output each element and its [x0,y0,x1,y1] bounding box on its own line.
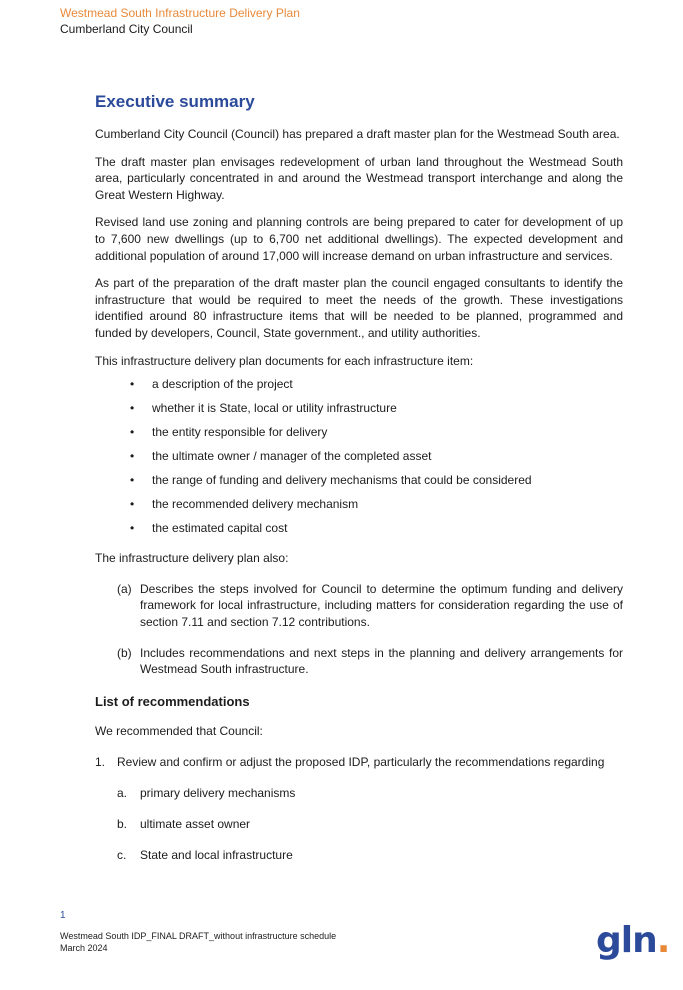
paragraph-consultants: As part of the preparation of the draft master plan the council engaged consultants to identify the infrastructure that would be required to meet the needs of the growth. These investigations identified around 80 infrastructure items that will be needed to be planned, programmed and funded by developers, Council, State government., and utility authorities. [95,276,623,340]
list-item [95,448,623,472]
list-item [95,400,623,424]
list-item [95,376,623,400]
page-title: Executive summary [95,92,255,111]
list-item [95,496,623,520]
logo-dot: . [656,920,670,961]
list-item-text: the entity responsible for delivery [152,425,328,440]
list-item [95,785,623,801]
paragraph-documents-intro: This infrastructure delivery plan documents for each infrastructure item: [95,353,474,368]
paragraph-zoning: Revised land use zoning and planning controls are being prepared to cater for development of up to 7,600 new dwellings (up to 6,700 net additional dwellings). The expected development and additional population of around 17,000 will increase demand on urban infrastructure and services. [95,215,623,263]
bullet-icon: • [130,377,135,392]
footer-date: March 2024 [60,943,108,953]
header-title: Westmead South Infrastructure Delivery Plan [60,6,300,20]
bullet-icon: • [130,425,135,440]
list-marker: 1. [95,755,106,770]
list-item-text: the recommended delivery mechanism [152,497,359,512]
list-item-text: State and local infrastructure [140,848,293,863]
paragraph-master-plan: The draft master plan envisages redevelopment of urban land throughout the Westmead South area, particularly concentrated in and around the Westmead transport interchange and along the Great Western Highway. [95,154,623,202]
gln-logo [596,921,669,961]
section-heading-recommendations: List of recommendations [95,693,250,709]
list-item [95,472,623,496]
bullet-icon: • [130,449,135,464]
list-item-text: Describes the steps involved for Council to determine the optimum funding and delivery framework for local infrastructure, including matters for consideration regarding the use of section 7.11 and section 7.12 contributions. [140,581,623,629]
logo-text: gln [596,920,657,961]
bullet-icon: • [130,497,135,512]
paragraph-recommendations-intro: We recommended that Council: [95,723,263,738]
list-item-text: the ultimate owner / manager of the completed asset [152,449,432,464]
list-item-text: the estimated capital cost [152,521,288,536]
list-item-text: Includes recommendations and next steps in the planning and delivery arrangements for Westmead South infrastructure. [140,645,623,677]
bullet-icon: • [130,401,135,416]
list-item [95,645,623,678]
list-item-text: a description of the project [152,377,293,392]
list-item [95,581,623,631]
list-item-text: primary delivery mechanisms [140,786,296,801]
page-number: 1 [60,910,66,921]
list-item [95,847,623,863]
bullet-list [95,376,623,544]
list-item [95,424,623,448]
header-organization: Cumberland City Council [60,22,193,36]
list-marker: b. [117,817,128,832]
footer-document-name: Westmead South IDP_FINAL DRAFT_without infrastructure schedule [60,931,337,941]
list-item-text: the range of funding and delivery mechanisms that could be considered [152,473,532,488]
list-marker: a. [117,786,128,801]
document-body [95,92,623,863]
paragraph-intro: Cumberland City Council (Council) has prepared a draft master plan for the Westmead South area. [95,127,620,141]
list-item [95,816,623,832]
bullet-icon: • [130,521,135,536]
list-marker: (a) [117,581,132,596]
paragraph-also-intro: The infrastructure delivery plan also: [95,551,289,566]
list-marker: c. [117,848,127,863]
list-item [95,754,623,770]
list-item-text: Review and confirm or adjust the proposed IDP, particularly the recommendations regarding [117,755,605,770]
list-item-text: ultimate asset owner [140,817,251,832]
list-item [95,520,623,544]
bullet-icon: • [130,473,135,488]
list-item-text: whether it is State, local or utility infrastructure [152,401,397,416]
list-marker: (b) [117,645,132,660]
